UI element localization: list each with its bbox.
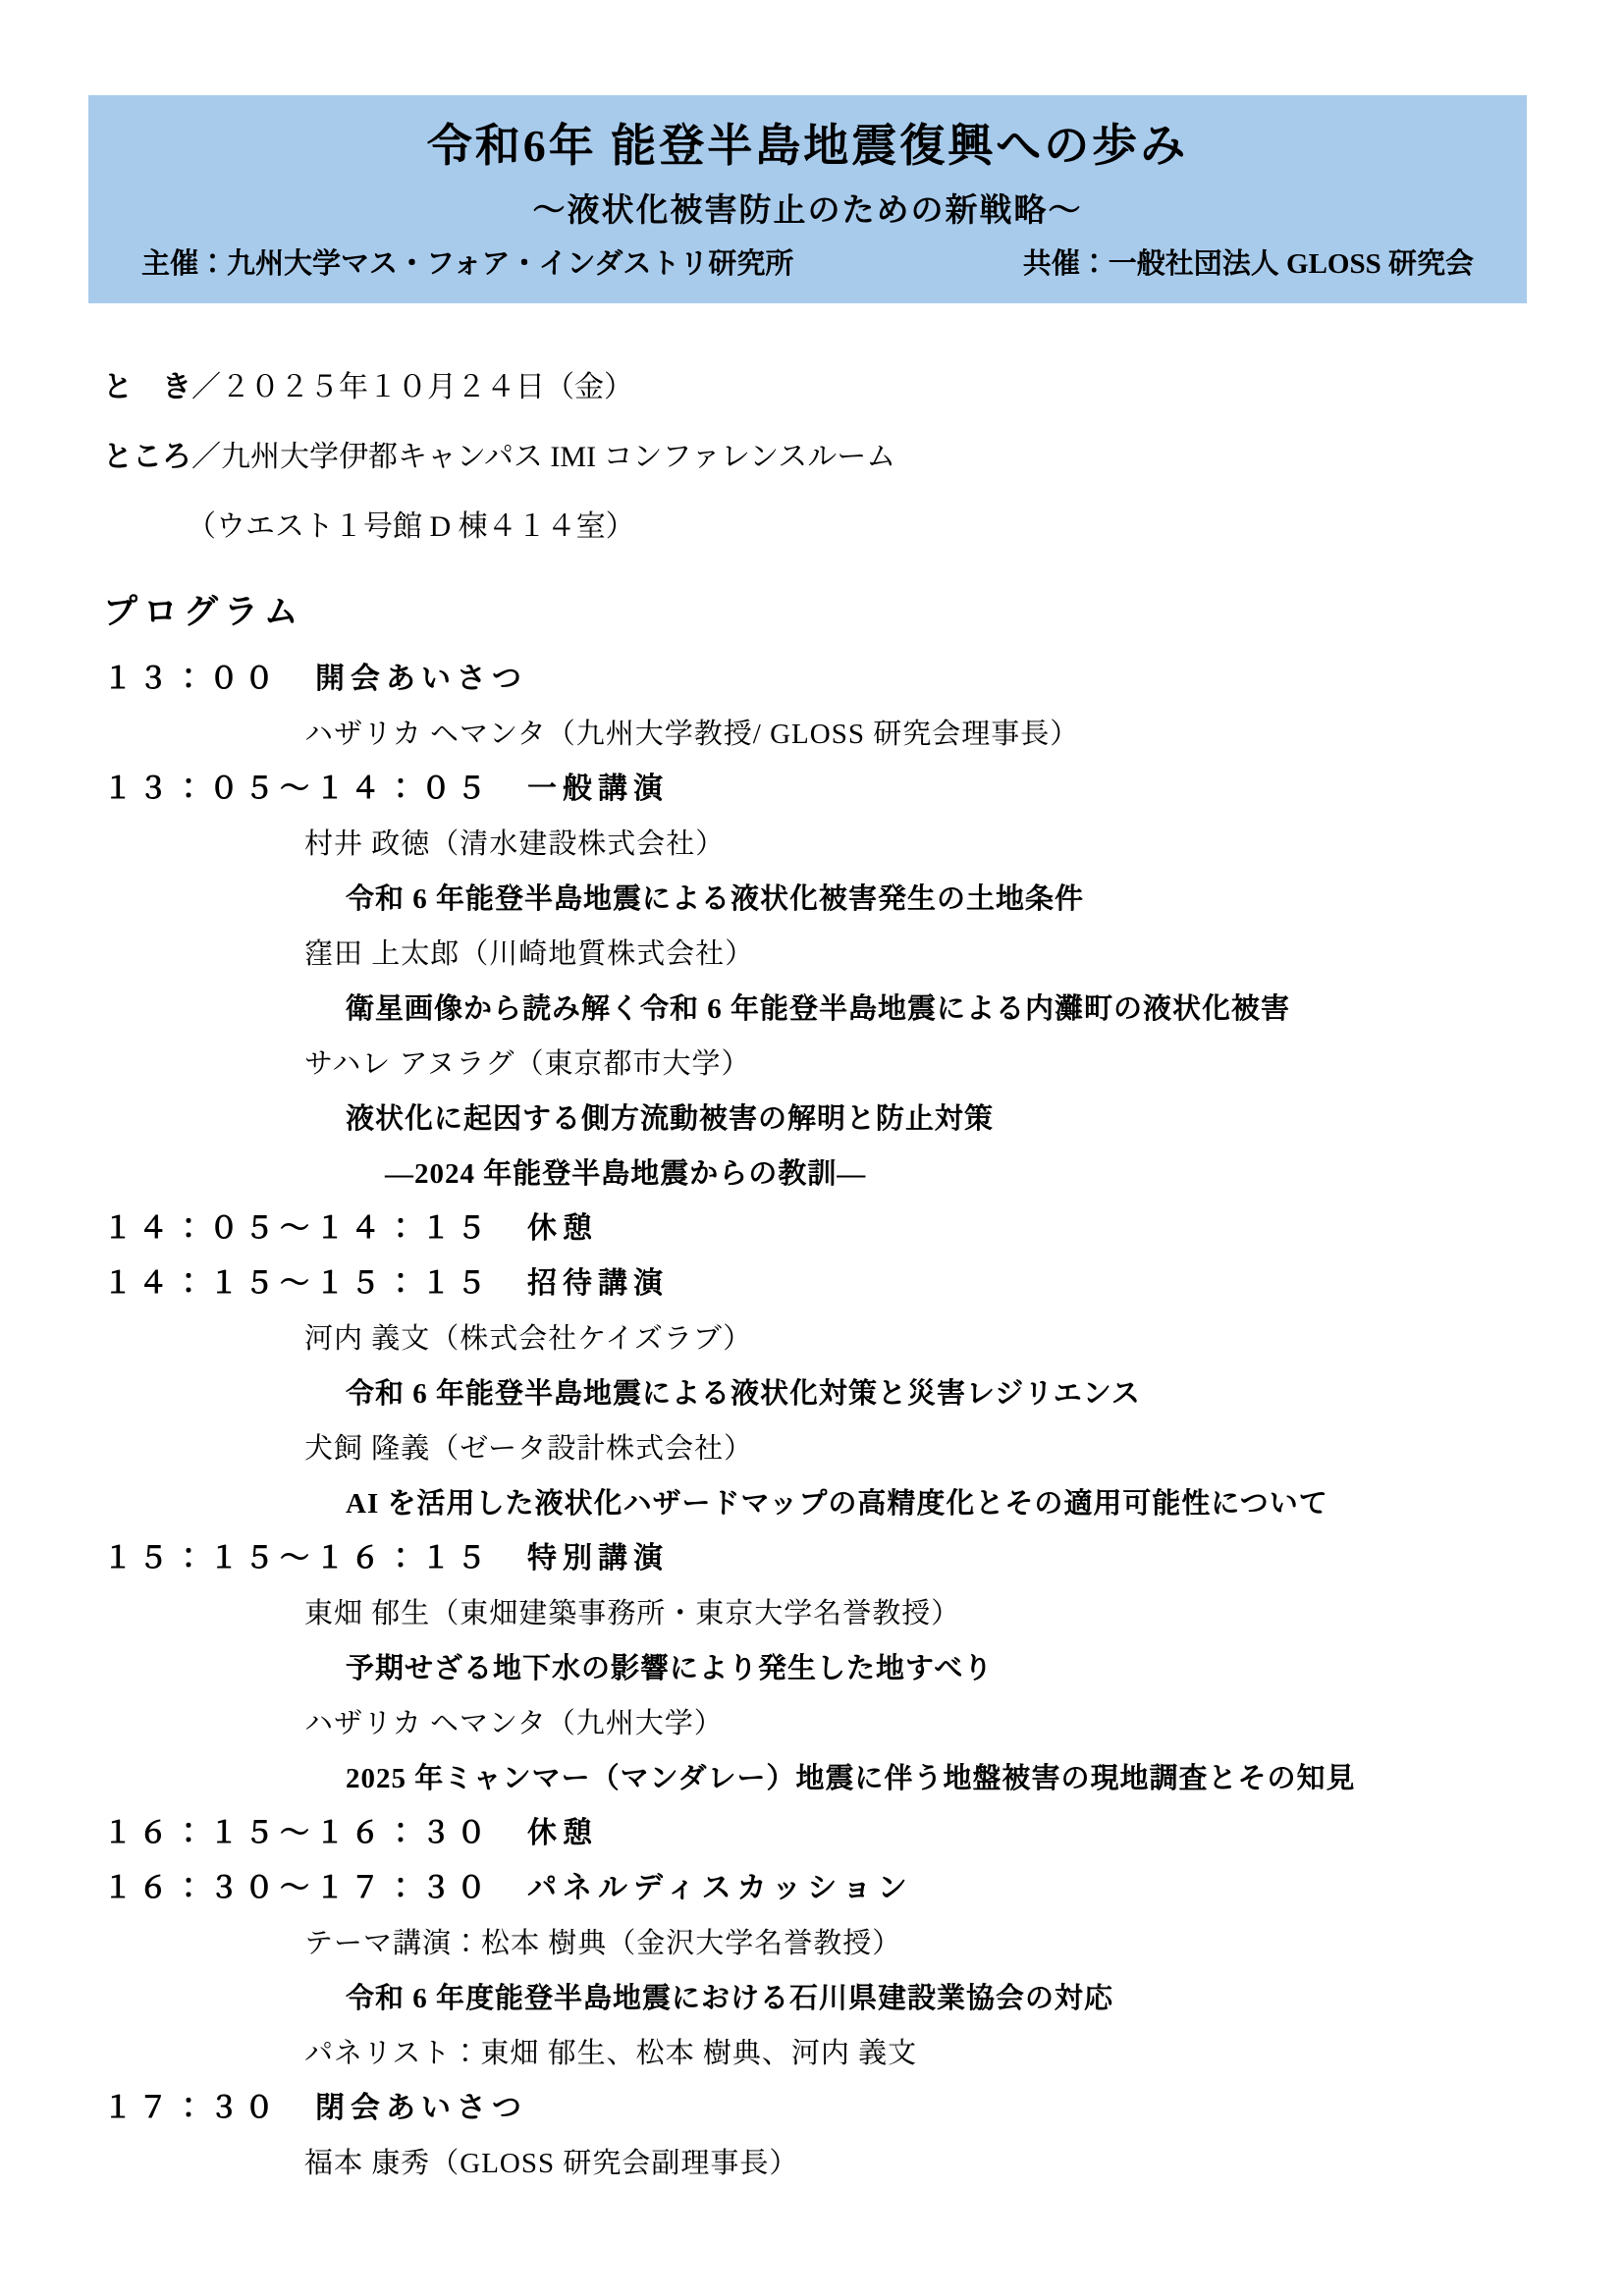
- program-speaker-line: 東畑 郁生（東畑建築事務所・東京大学名誉教授）: [304, 1598, 961, 1629]
- program-session-line: １３：００ 開会あいさつ: [103, 663, 527, 695]
- program-session-line: １３：０５～１４：０５ 一般講演: [103, 773, 669, 805]
- program-talk-title: 令和 6 年度能登半島地震における石川県建設業協会の対応: [346, 1983, 1114, 2014]
- program-session-line: １６：１５～１６：３０ 休憩: [103, 1817, 598, 1849]
- event-place-line: [103, 422, 1624, 492]
- date-label: と き: [103, 371, 191, 403]
- program-speaker-line: 犬飼 隆義（ゼータ設計株式会社）: [304, 1433, 754, 1465]
- program-speaker-line: テーマ講演：松本 樹典（金沢大学名誉教授）: [304, 1928, 902, 1959]
- program-speaker-line: 村井 政徳（清水建設株式会社）: [304, 828, 726, 860]
- program-speaker-line: 窪田 上太郎（川崎地質株式会社）: [304, 938, 755, 970]
- program-speaker-line: パネリスト：東畑 郁生、松本 樹典、河内 義文: [304, 2038, 918, 2069]
- event-details: [103, 352, 1624, 561]
- co-organizer-label: 共催：一般社団法人 GLOSS 研究会: [1022, 248, 1474, 280]
- program-talk-title: 予期せざる地下水の影響により発生した地すべり: [346, 1653, 994, 1684]
- header-banner: [88, 95, 1527, 303]
- event-place-room: （ウエスト１号館 D 棟４１４室）: [187, 510, 635, 543]
- program-talk-title: 衛星画像から読み解く令和 6 年能登半島地震による内灘町の液状化被害: [346, 993, 1291, 1025]
- program-talk-title: 2025 年ミャンマー（マンダレー）地震に伴う地盤被害の現地調査とその知見: [346, 1763, 1356, 1794]
- program-heading: プログラム: [103, 593, 304, 631]
- program-speaker-line: サハレ アヌラグ（東京都市大学）: [304, 1048, 751, 1080]
- organizer-label: 主催：九州大学マス・フォア・インダストリ研究所: [141, 248, 794, 280]
- program-talk-title: 令和 6 年能登半島地震による液状化対策と災害レジリエンス: [346, 1378, 1141, 1410]
- program-talk-subtitle: ―2024 年能登半島地震からの教訓―: [385, 1158, 867, 1190]
- program-session-line: １４：０５～１４：１５ 休憩: [103, 1212, 598, 1245]
- place-label: ところ: [103, 441, 191, 473]
- event-subtitle: ～液状化被害防止のための新戦略～: [532, 193, 1083, 229]
- program-speaker-line: ハザリカ ヘマンタ（九州大学）: [304, 1708, 724, 1739]
- program-talk-title: 液状化に起因する側方流動被害の解明と防止対策: [346, 1103, 995, 1135]
- event-date-line: [103, 352, 1624, 422]
- program-talk-title: 令和 6 年能登半島地震による液状化被害発生の土地条件: [346, 883, 1085, 915]
- program-session-line: １６：３０～１７：３０ パネルディスカッション: [103, 1872, 913, 1904]
- program-session-line: １４：１５～１５：１５ 招待講演: [103, 1267, 669, 1300]
- program-list: [103, 652, 1624, 2191]
- program-speaker-line: 福本 康秀（GLOSS 研究会副理事長）: [304, 2148, 799, 2179]
- program-speaker-line: 河内 義文（株式会社ケイズラブ）: [304, 1323, 753, 1355]
- event-title: 令和6年 能登半島地震復興への歩み: [426, 121, 1189, 171]
- date-value: ／２０２５年１０月２４日（金）: [191, 371, 633, 403]
- program-speaker-line: ハザリカ ヘマンタ（九州大学教授/ GLOSS 研究会理事長）: [304, 719, 1080, 750]
- program-session-line: １７：３０ 閉会あいさつ: [103, 2092, 527, 2124]
- place-value: ／九州大学伊都キャンパス IMI コンファレンスルーム: [191, 441, 896, 473]
- organizer-row: [88, 244, 1527, 284]
- program-session-line: １５：１５～１６：１５ 特別講演: [103, 1542, 669, 1575]
- program-talk-title: AI を活用した液状化ハザードマップの高精度化とその適用可能性について: [346, 1488, 1328, 1520]
